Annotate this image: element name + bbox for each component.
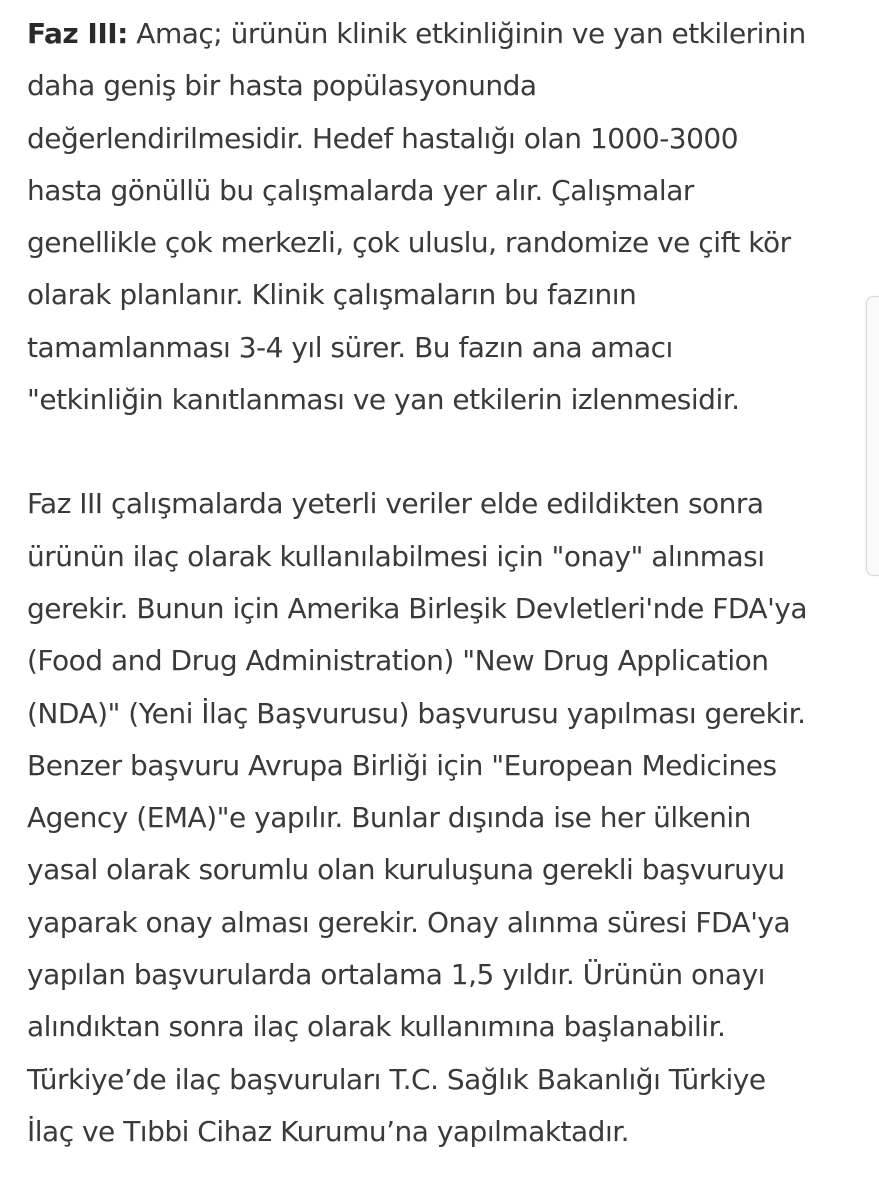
paragraph-approval bbox=[27, 478, 862, 1158]
text-line: Türkiye’de ilaç başvuruları T.C. Sağlık Bakanlığı Türkiye bbox=[27, 1062, 766, 1096]
text-line bbox=[27, 8, 862, 60]
section-label: Faz III: bbox=[27, 17, 128, 50]
text-line: "etkinliğin kanıtlanması ve yan etkilerin izlenmesidir. bbox=[27, 383, 740, 417]
text-line: yapılan başvurularda ortalama 1,5 yıldır. Ürünün onayı bbox=[27, 958, 765, 992]
text-line: tamamlanması 3-4 yıl sürer. Bu fazın ana amacı bbox=[27, 330, 673, 364]
text-fragment: Amaç; ürünün klinik etkinliğinin ve yan etkilerinin bbox=[127, 17, 806, 50]
text-line: genellikle çok merkezli, çok uluslu, randomize ve çift kör bbox=[27, 226, 791, 260]
text-line: (NDA)" (Yeni İlaç Başvurusu) başvurusu yapılması gerekir. bbox=[27, 696, 806, 730]
text-line: daha geniş bir hasta popülasyonunda bbox=[27, 69, 537, 103]
paragraph-faz-3 bbox=[27, 8, 862, 426]
text-line: ürünün ilaç olarak kullanılabilmesi için "onay" alınması bbox=[27, 539, 765, 573]
text-line: (Food and Drug Administration) "New Drug Application bbox=[27, 644, 769, 678]
text-line: yaparak onay alması gerekir. Onay alınma süresi FDA'ya bbox=[27, 905, 791, 939]
text-line: Faz III çalışmalarda yeterli veriler elde edildikten sonra bbox=[27, 487, 764, 521]
text-line: gerekir. Bunun için Amerika Birleşik Devletleri'nde FDA'ya bbox=[27, 591, 808, 625]
scroll-handle[interactable] bbox=[866, 296, 879, 576]
text-line: hasta gönüllü bu çalışmalarda yer alır. Çalışmalar bbox=[27, 173, 694, 207]
text-line: Benzer başvuru Avrupa Birliği için "European Medicines bbox=[27, 748, 777, 782]
text-line: Agency (EMA)"e yapılır. Bunlar dışında ise her ülkenin bbox=[27, 801, 751, 835]
article-body bbox=[27, 8, 862, 1158]
text-line: olarak planlanır. Klinik çalışmaların bu fazının bbox=[27, 278, 637, 312]
text-line: yasal olarak sorumlu olan kuruluşuna gerekli başvuruyu bbox=[27, 853, 785, 887]
text-line: İlaç ve Tıbbi Cihaz Kurumu’na yapılmaktadır. bbox=[27, 1114, 630, 1148]
text-line: değerlendirilmesidir. Hedef hastalığı olan 1000-3000 bbox=[27, 121, 739, 155]
text-line: alındıktan sonra ilaç olarak kullanımına başlanabilir. bbox=[27, 1010, 726, 1044]
